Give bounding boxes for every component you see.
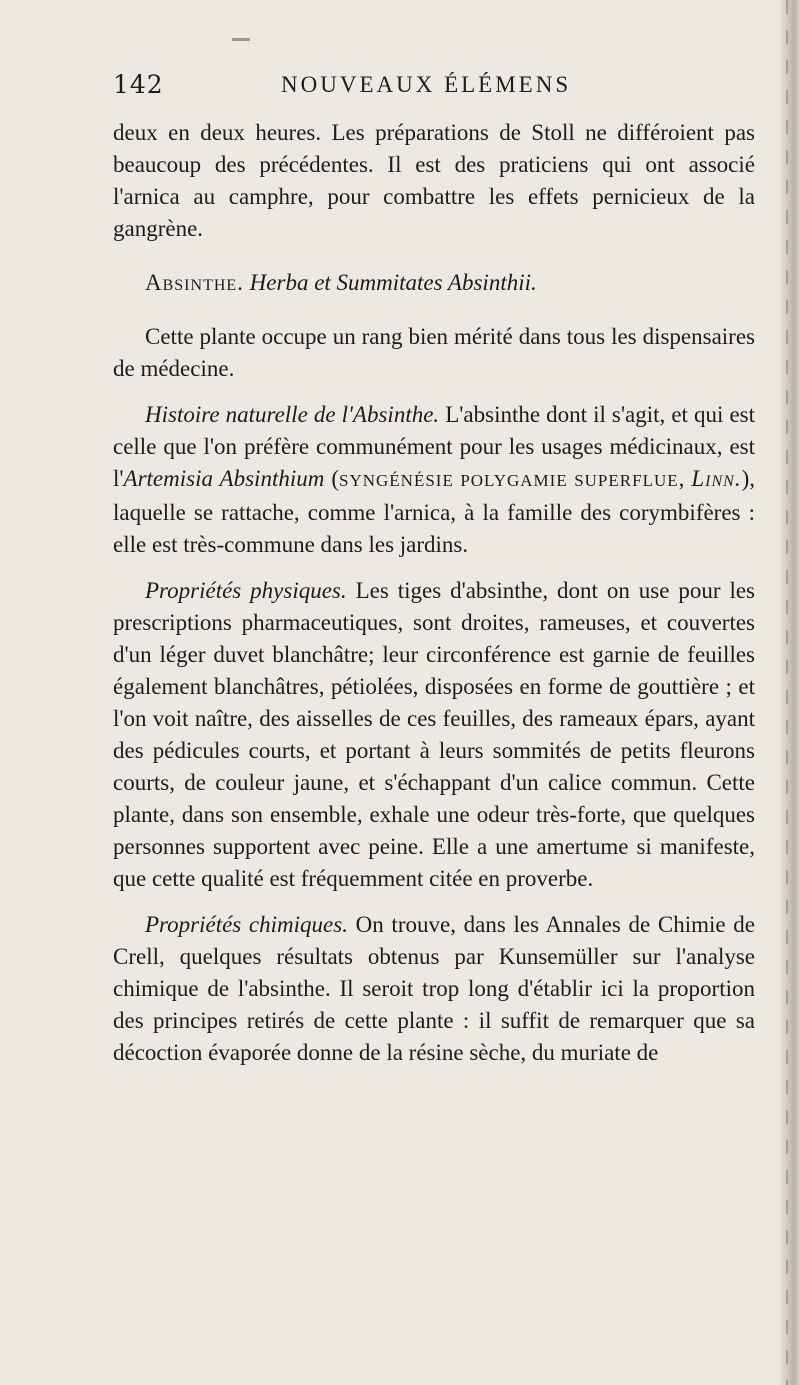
- paragraph-text: deux en deux heures. Les préparations de Stoll ne différoient pas beaucoup des précédentes. Il est des praticiens qui ont associé l'arnica au camphre, pour combattre les effets pernicieux de la gangrène.: [113, 120, 755, 241]
- paragraph-text: On trouve, dans les Annales de Chimie de Crell, quelques résultats obtenus par Kunsemüller sur l'analyse chimique de l'absinthe. Il seroit trop long d'établir ici la proportion des principes retirés de cette plante : il suffit de remarquer que sa décoction évaporée donne de la résine sèche, du muriate de: [113, 912, 756, 1065]
- paragraph-text: ), laquelle se rattache, comme l'arnica, à la famille des corymbifères : elle est très-commune dans les jardins.: [113, 466, 755, 557]
- paragraph-text: Les tiges d'absinthe, dont on use pour les prescriptions pharmaceutiques, sont droites, rameuses, et couvertes d'un léger duvet blanchâtre; leur circonférence est garnie de feuilles également blanchâtres, pétiolées, disposées en forme de gouttière ; et l'on voit naître, des aisselles de ces feuilles, des rameaux épars, ayant des pédicules courts, et portant à leurs sommités de petits fleurons courts, de couleur jaune, et s'échappant d'un calice commun. Cette plante, dans son ensemble, exhale une odeur très-forte, que quelques personnes supportent avec peine. Elle a une amertume si manifeste, que cette qualité est fréquemment citée en proverbe.: [113, 578, 755, 891]
- body-text: [113, 117, 755, 1069]
- classification: SYNGÉNÉSIE POLYGAMIE SUPERFLUE: [339, 471, 679, 490]
- paragraph-text: Cette plante occupe un rang bien mérité dans tous les dispensaires de médecine.: [113, 324, 755, 381]
- paragraph-physical-properties: [113, 575, 755, 895]
- book-page-edge: [780, 0, 800, 1385]
- section-heading-absinthe: [113, 267, 755, 299]
- author-abbrev: Linn.: [691, 466, 742, 491]
- page-header: [113, 70, 753, 110]
- section-name: Absinthe.: [145, 270, 244, 295]
- paragraph-text: ,: [678, 466, 692, 491]
- paragraph-text: L'absinthe dont il s'agit, et qui est celle que l'on préfère communément pour les usages médicinaux, est l': [113, 402, 755, 491]
- paragraph-chemical-properties: [113, 909, 755, 1069]
- section-latin-name: Herba et Summitates Absinthii.: [249, 270, 537, 295]
- paragraph-text: (: [324, 466, 339, 491]
- scan-mark: [232, 38, 250, 41]
- running-head: NOUVEAUX ÉLÉMENS: [281, 72, 572, 97]
- paragraph-stoll: [113, 117, 755, 245]
- paragraph-natural-history: [113, 399, 755, 561]
- paragraph-intro: [113, 321, 755, 385]
- paragraph-lead: Histoire naturelle de l'Absinthe.: [145, 402, 440, 427]
- paragraph-lead: Propriétés chimiques.: [145, 912, 348, 937]
- page-number: 142: [113, 70, 164, 99]
- paragraph-lead: Propriétés physiques.: [145, 578, 347, 603]
- species-name: Artemisia Absinthium: [123, 466, 325, 491]
